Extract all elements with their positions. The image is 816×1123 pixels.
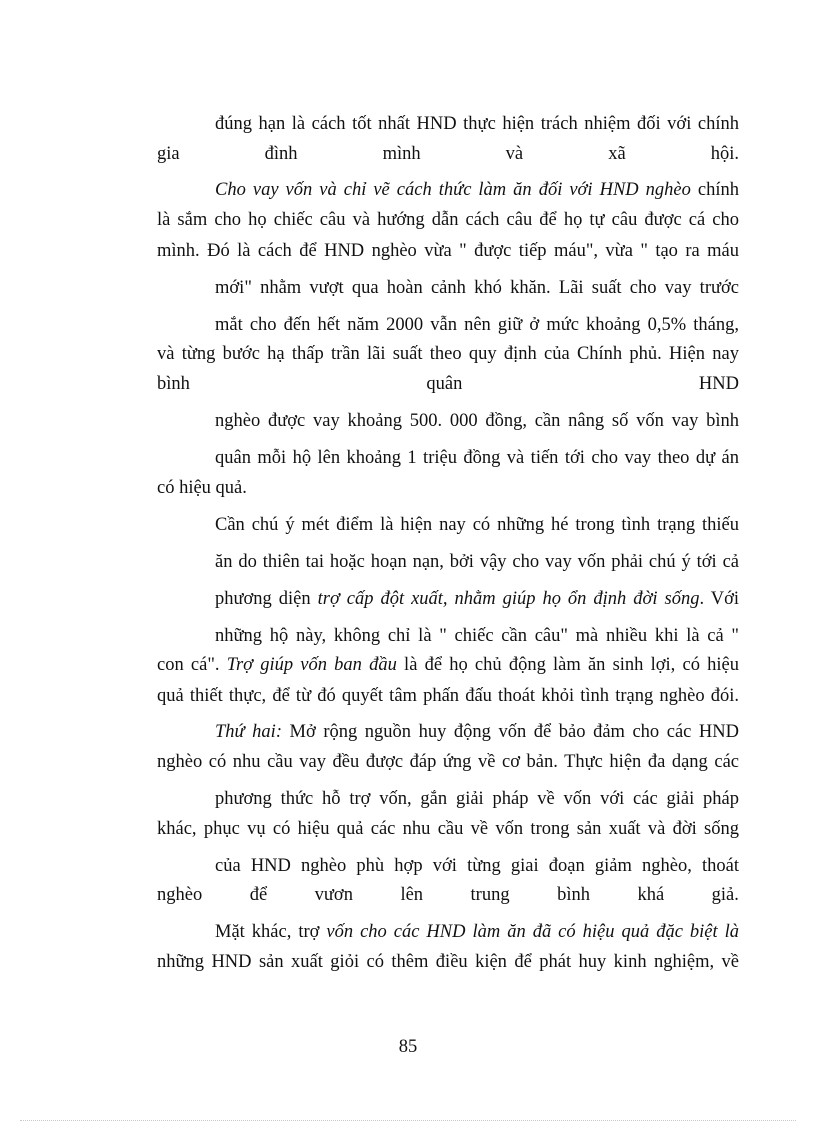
text-line: Mặt khác, trợ vốn cho các HND làm ăn đã có hiệu quả đặc biệt là	[215, 922, 739, 942]
text-line-spaced: bình quân HND	[157, 374, 739, 394]
text-line: Thứ hai: Mở rộng nguồn huy động vốn để bảo đảm cho các HND	[215, 722, 740, 742]
text-line: quả thiết thực, để từ đó quyết tâm phấn đấu thoát khỏi tình trạng nghèo đói.	[157, 686, 739, 706]
text-line: có hiệu quả.	[157, 478, 247, 498]
text-line: khác, phục vụ có hiệu quả các nhu cầu về vốn trong sản xuất và đời sống	[157, 819, 739, 839]
text-line: nghèo có nhu cầu vay đều được đáp ứng về cơ bản. Thực hiện đa dạng các	[157, 752, 739, 772]
italic-phrase: vốn cho các HND làm ăn đã có hiệu quả đặc biệt là	[326, 922, 739, 942]
text-line: mắt cho đến hết năm 2000 vẫn nên giữ ở mức khoảng 0,5% tháng,	[215, 315, 739, 335]
text-line: những hộ này, không chỉ là " chiếc cần câu" mà nhiều khi là cả "	[215, 626, 739, 646]
text-line: ăn do thiên tai hoặc hoạn nạn, bởi vậy cho vay vốn phải chú ý tới cả	[215, 552, 739, 572]
text-line: phương diện trợ cấp đột xuất, nhằm giúp họ ổn định đời sống. Với	[215, 589, 739, 609]
text-line: con cá". Trợ giúp vốn ban đầu là để họ chủ động làm ăn sinh lợi, có hiệu	[157, 655, 739, 675]
text-line: và từng bước hạ thấp trần lãi suất theo quy định của Chính phủ. Hiện nay	[157, 344, 739, 364]
text-line: Cần chú ý mét điểm là hiện nay có những hé trong tình trạng thiếu	[215, 515, 739, 535]
italic-phrase: Trợ giúp vốn ban đầu	[226, 655, 397, 675]
text-line: mình. Đó là cách để HND nghèo vừa " được tiếp máu", vừa " tạo ra máu	[157, 241, 739, 261]
page-bottom-divider	[20, 1120, 796, 1121]
italic-phrase: Cho vay vốn và chỉ vẽ cách thức làm ăn đối với HND nghèo	[215, 180, 691, 200]
page-number: 85	[398, 1037, 418, 1057]
text-line: quân mỗi hộ lên khoảng 1 triệu đồng và tiến tới cho vay theo dự án	[215, 448, 739, 468]
text-line: đúng hạn là cách tốt nhất HND thực hiện trách nhiệm đối với chính	[215, 114, 739, 134]
text-line: mới" nhằm vượt qua hoàn cảnh khó khăn. Lãi suất cho vay trước	[215, 278, 739, 298]
text-line: là sắm cho họ chiếc câu và hướng dẫn cách câu để họ tự câu được cá cho	[157, 210, 739, 230]
text-line: nghèo được vay khoảng 500. 000 đồng, cần nâng số vốn vay bình	[215, 411, 739, 431]
text-line: những HND sản xuất giỏi có thêm điều kiện để phát huy kinh nghiệm, về	[157, 952, 739, 972]
text-line: phương thức hỗ trợ vốn, gắn giải pháp về vốn với các giải pháp	[215, 789, 739, 809]
text-line: Cho vay vốn và chỉ vẽ cách thức làm ăn đối với HND nghèo chính	[215, 180, 739, 200]
text-line: của HND nghèo phù hợp với từng giai đoạn giảm nghèo, thoát	[215, 856, 739, 876]
text-line-spaced: nghèo để vươn lên trung bình khá giả.	[157, 885, 739, 905]
text-line-spaced: gia đình mình và xã hội.	[157, 144, 739, 164]
italic-phrase: trợ cấp đột xuất, nhằm giúp họ ổn định đời sống	[317, 589, 700, 609]
italic-phrase: Thứ hai:	[215, 722, 282, 742]
